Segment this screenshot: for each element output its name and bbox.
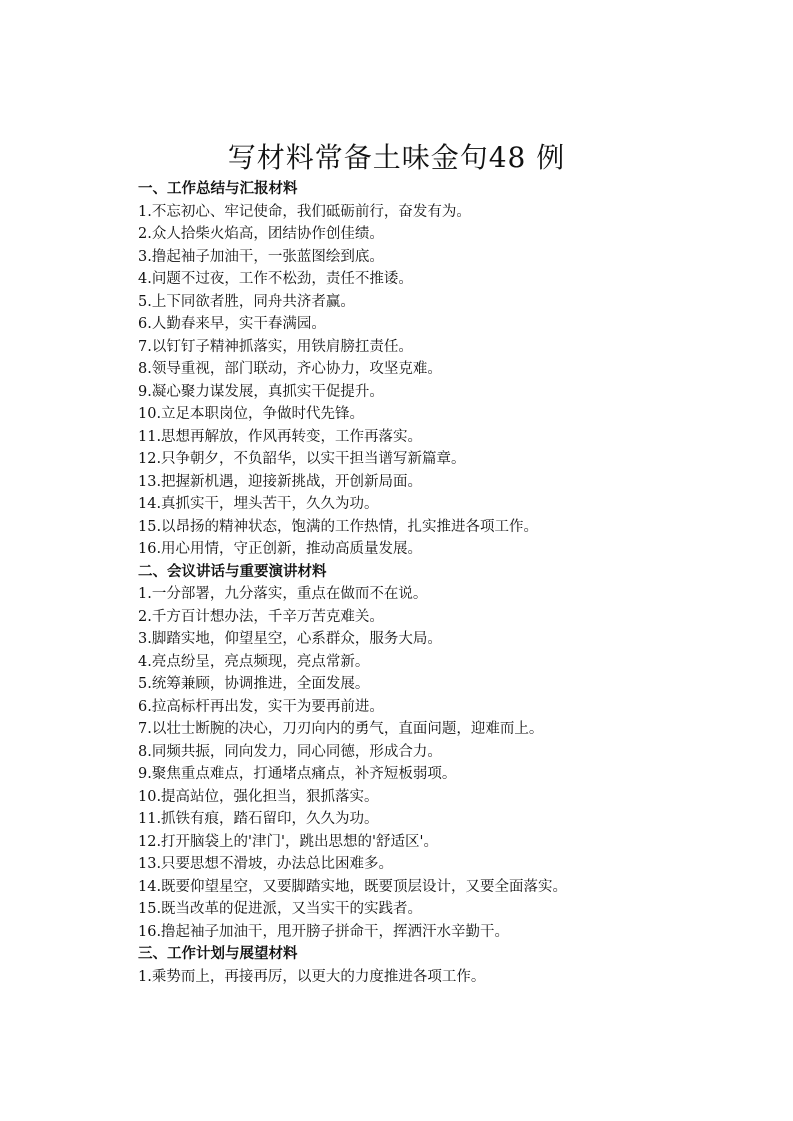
list-item: 3.脚踏实地，仰望星空，心系群众，服务大局。 bbox=[138, 631, 442, 647]
list-item: 14.既要仰望星空，又要脚踏实地，既要顶层设计，又要全面落实。 bbox=[138, 878, 568, 895]
document-body bbox=[138, 178, 778, 988]
list-item: 1.不忘初心、牢记使命，我们砥砺前行，奋发有为。 bbox=[138, 203, 471, 220]
list-item: 12.只争朝夕，不负韶华，以实干担当谱写新篇章。 bbox=[138, 451, 466, 467]
list-item: 3.撸起袖子加油干，一张蓝图绘到底。 bbox=[138, 248, 384, 265]
list-item: 6.人勤春来早，实干春满园。 bbox=[138, 316, 326, 332]
list-item: 13.把握新机遇，迎接新挑战，开创新局面。 bbox=[138, 473, 423, 490]
list-item: 7.以钉钉子精神抓落实，用铁肩膀扛责任。 bbox=[138, 338, 413, 355]
list-item: 13.只要思想不滑坡，办法总比困难多。 bbox=[138, 856, 394, 872]
list-item: 15.以昂扬的精神状态，饱满的工作热情，扎实推进各项工作。 bbox=[138, 518, 539, 535]
document-title: 写材料常备土味金句48 例 bbox=[227, 141, 566, 174]
list-item: 5.统筹兼顾，协调推进，全面发展。 bbox=[138, 676, 370, 692]
list-item: 12.打开脑袋上的'津门'，跳出思想的'舒适区'。 bbox=[138, 833, 439, 850]
list-item: 15.既当改革的促进派，又当实干的实践者。 bbox=[138, 901, 423, 917]
list-item: 9.凝心聚力谋发展，真抓实干促提升。 bbox=[138, 383, 384, 400]
list-item: 6.拉高标杆再出发，实干为要再前进。 bbox=[138, 698, 384, 715]
list-item: 11.思想再解放，作风再转变，工作再落实。 bbox=[138, 428, 423, 445]
section-heading: 三、工作计划与展望材料 bbox=[138, 946, 298, 962]
list-item: 11.抓铁有痕，踏石留印，久久为功。 bbox=[138, 811, 379, 827]
section-heading: 一、工作总结与汇报材料 bbox=[138, 181, 298, 197]
list-item: 1.一分部署，九分落实，重点在做而不在说。 bbox=[138, 586, 428, 602]
list-item: 2.众人拾柴火焰高，团结协作创佳绩。 bbox=[138, 226, 384, 242]
list-item: 2.千方百计想办法，千辛万苦克难关。 bbox=[138, 608, 384, 625]
section-heading: 二、会议讲话与重要演讲材料 bbox=[138, 563, 327, 580]
list-item: 4.亮点纷呈，亮点频现，亮点常新。 bbox=[138, 653, 370, 670]
list-item: 14.真抓实干，埋头苦干，久久为功。 bbox=[138, 496, 379, 512]
list-item: 10.提高站位，强化担当，狠抓落实。 bbox=[138, 788, 379, 805]
list-item: 9.聚焦重点难点，打通堵点痛点，补齐短板弱项。 bbox=[138, 766, 457, 782]
list-item: 1.乘势而上，再接再厉，以更大的力度推进各项工作。 bbox=[138, 968, 486, 985]
list-item: 5.上下同欲者胜，同舟共济者赢。 bbox=[138, 293, 355, 310]
list-item: 7.以壮士断腕的决心，刀刃向内的勇气，直面问题，迎难而上。 bbox=[138, 721, 544, 737]
list-item: 4.问题不过夜，工作不松劲，责任不推诿。 bbox=[138, 271, 413, 287]
list-item: 8.领导重视，部门联动，齐心协力，攻坚克难。 bbox=[138, 361, 442, 377]
list-item: 8.同频共振，同向发力，同心同德，形成合力。 bbox=[138, 743, 442, 760]
list-item: 16.撸起袖子加油干，甩开膀子拼命干，挥洒汗水辛勤干。 bbox=[138, 923, 510, 940]
list-item: 10.立足本职岗位，争做时代先锋。 bbox=[138, 406, 365, 422]
list-item: 16.用心用情，守正创新，推动高质量发展。 bbox=[138, 541, 423, 557]
